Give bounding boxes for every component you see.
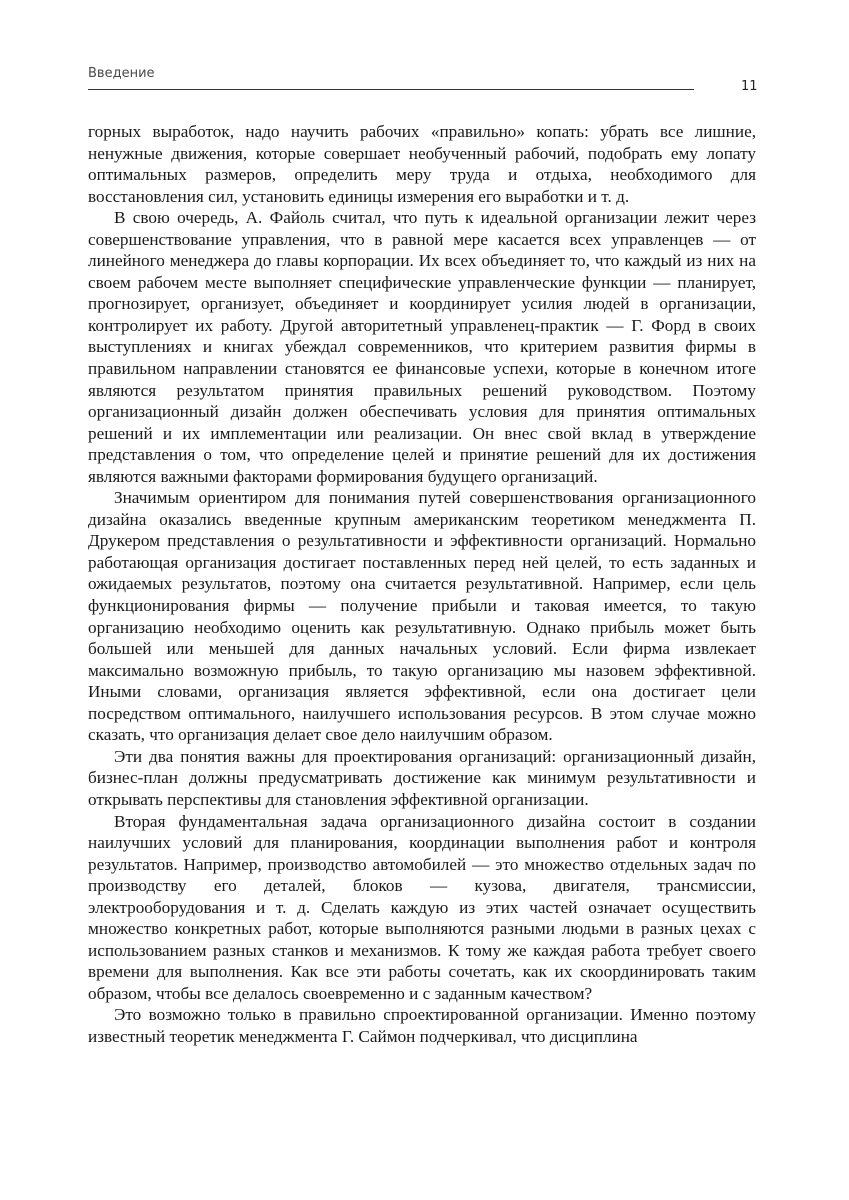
paragraph-3: Значимым ориентиром для понимания путей совершенствования организационного дизайна оказались введенные крупным американским теоретиком менеджмента П. Друкером представления о результативности и эффективности организаций. Нормально работающая организация достигает поставленных перед ней целей, то есть заданных и ожидаемых результатов, поэтому она считается результативной. Например, если цель функционирования фирмы — получение прибыли и таковая имеется, то такую организацию необходимо оценить как результативную. Однако прибыль может быть большей или меньшей для данных начальных условий. Если фирма извлекает максимально возможную прибыль, то такую организацию мы назовем эффективной. Иными словами, организация является эффективной, если она достигает цели посредством оптимального, наилучшего использования ресурсов. В этом случае можно сказать, что организация делает свое дело наилучшим образом. xyxy=(88,488,756,745)
page-number: 11 xyxy=(741,79,758,94)
body-text xyxy=(88,121,756,1048)
paragraph-2: В свою очередь, А. Файоль считал, что путь к идеальной организации лежит через совершенствование управления, что в равной мере касается всех управленцев — от линейного менеджера до главы корпорации. Их всех объединяет то, что каждый из них на своем рабочем месте выполняет специфические управленческие функции — планирует, прогнозирует, организует, объединяет и координирует усилия людей в организации, контролирует их работу. Другой авторитетный управленец-практик — Г. Форд в своих выступлениях и книгах убеждал современников, что критерием развития фирмы в правильном направлении становятся ее финансовые успехи, которые в конечном итоге являются результатом принятия правильных решений руководством. Поэтому организационный дизайн должен обеспечивать условия для принятия оптимальных решений и их имплементации или реализации. Он внес свой вклад в утверждение представления о том, что определение целей и принятие решений для их достижения являются важными факторами формирования будущего организаций. xyxy=(88,208,756,486)
paragraph-6: Это возможно только в правильно спроектированной организации. Именно поэтому известный теоретик менеджмента Г. Саймон подчеркивал, что дисциплина xyxy=(88,1005,756,1046)
paragraph-5: Вторая фундаментальная задача организационного дизайна состоит в создании наилучших условий для планирования, координации выполнения работ и контроля результатов. Например, производство автомобилей — это множество отдельных задач по производству его деталей, блоков — кузова, двигателя, трансмиссии, электрооборудования и т. д. Сделать каждую из этих частей означает осуществить множество конкретных работ, которые выполняются разными людьми в разных цехах с использованием разных станков и механизмов. К тому же каждая работа требует своего времени для выполнения. Как все эти работы сочетать, как их скоординировать таким образом, чтобы все делалось своевременно и с заданным качеством? xyxy=(88,811,756,1003)
header-rule xyxy=(88,89,694,90)
paragraph-4: Эти два понятия важны для проектирования организаций: организационный дизайн, бизнес-план должны предусматривать достижение как минимум результативности и открывать перспективы для становления эффективной организации. xyxy=(88,746,756,809)
paragraph-1: горных выработок, надо научить рабочих «правильно» копать: убрать все лишние, ненужные движения, которые совершает необученный рабочий, подобрать ему лопату оптимальных размеров, определить меру труда и отдыха, необходимого для восстановления сил, установить единицы измерения его выработки и т. д. xyxy=(88,122,756,206)
running-title: Введение xyxy=(88,66,155,81)
